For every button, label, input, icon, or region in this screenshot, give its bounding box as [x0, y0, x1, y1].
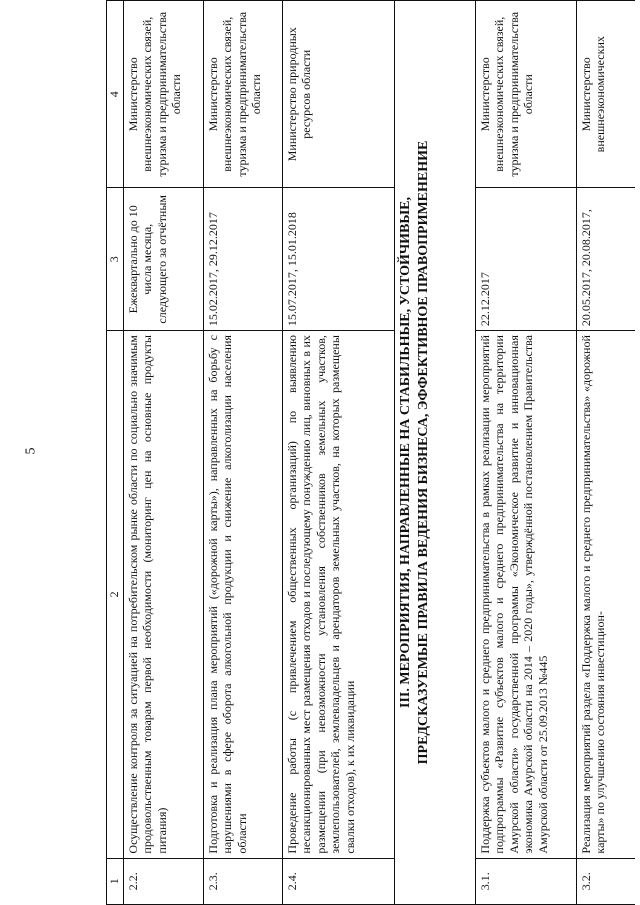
row-number: 2.2. — [124, 858, 204, 904]
row-description: Осуществление контроля за ситуацией на потребительском рынке области по социально значимым продовольственным товарам первой необходимости (мониторинг цен на основные продукты питания) — [124, 331, 204, 858]
row-description: Реализация мероприятий раздела «Поддержка малого и среднего предпринимательства» «дорожной карты» по улучшению состояния инвестицион- — [577, 331, 636, 858]
column-header: 4 — [107, 1, 124, 188]
row-number: 3.1. — [476, 858, 577, 904]
row-responsible: Министерство внешнеэкономических связей, туризма и предпринимательства области — [476, 1, 577, 188]
row-responsible: Министерство природных ресурсов области — [283, 1, 395, 188]
table-row — [124, 1, 204, 905]
table-row — [204, 1, 283, 905]
row-responsible: Министерство внешнеэкономических связей, туризма и предпринимательства области — [204, 1, 283, 188]
row-number: 2.4. — [283, 858, 395, 904]
page-number: 5 — [23, 447, 39, 455]
section-title — [395, 1, 476, 905]
row-responsible: Министерство внешнеэкономических — [577, 1, 636, 188]
row-deadline: 22.12.2017 — [476, 188, 577, 331]
row-number: 2.3. — [204, 858, 283, 904]
row-deadline: 15.02.2017, 29.12.2017 — [204, 188, 283, 331]
row-description: Подготовка и реализация плана мероприятий («дорожной карты»), направленных на борьбу с нарушениями в сфере оборота алкогольной продукции и снижение алкоголизации населения области — [204, 331, 283, 858]
rotated-table-area — [90, 0, 635, 905]
column-header: 1 — [107, 858, 124, 904]
row-number: 3.2. — [577, 858, 636, 904]
row-deadline: 20.05.2017, 20.08.2017, — [577, 188, 636, 331]
row-deadline: Ежеквартально до 10 числа месяца, следующего за отчётным — [124, 188, 204, 331]
row-description: Проведение работы (с привлечением общественных организаций) по выявлению несанкционированных мест размещения отходов и последующему понуждению лиц, виновных в их размещении (при невозможности установления собственников земельных участков, землепользователей, землевладельцев и арендаторов земельных участков, на которых размещены свалки отходов), к их ликвидации — [283, 331, 395, 858]
section-title-line: III. МЕРОПРИЯТИЯ, НАПРАВЛЕННЫЕ НА СТАБИЛЬНЫЕ, УСТОЙЧИВЫЕ, — [398, 197, 413, 708]
table-row — [283, 1, 395, 905]
table-row — [577, 1, 636, 905]
measures-table — [106, 0, 635, 905]
row-responsible: Министерство внешнеэкономических связей, туризма и предпринимательства области — [124, 1, 204, 188]
table-row — [476, 1, 577, 905]
column-header: 3 — [107, 188, 124, 331]
column-number-row — [107, 1, 124, 905]
row-description: Поддержка субъектов малого и среднего предпринимательства в рамках реализации мероприятий подпрограммы «Развитие субъектов малого и среднего предпринимательства на территории Амурской области» государственной программы «Экономическое развитие и инновационная экономика Амурской области на 2014 – 2020 годы», утверждённой постановлением Правительства Амурской области от 25.09.2013 №445 — [476, 331, 577, 858]
row-deadline: 15.07.2017, 15.01.2018 — [283, 188, 395, 331]
column-header: 2 — [107, 331, 124, 858]
section-title-line: ПРЕДСКАЗУЕМЫЕ ПРАВИЛА ВЕДЕНИЯ БИЗНЕСА, ЭФФЕКТИВНОЕ ПРАВОПРИМЕНЕНИЕ — [416, 140, 432, 765]
section-row — [395, 1, 476, 905]
